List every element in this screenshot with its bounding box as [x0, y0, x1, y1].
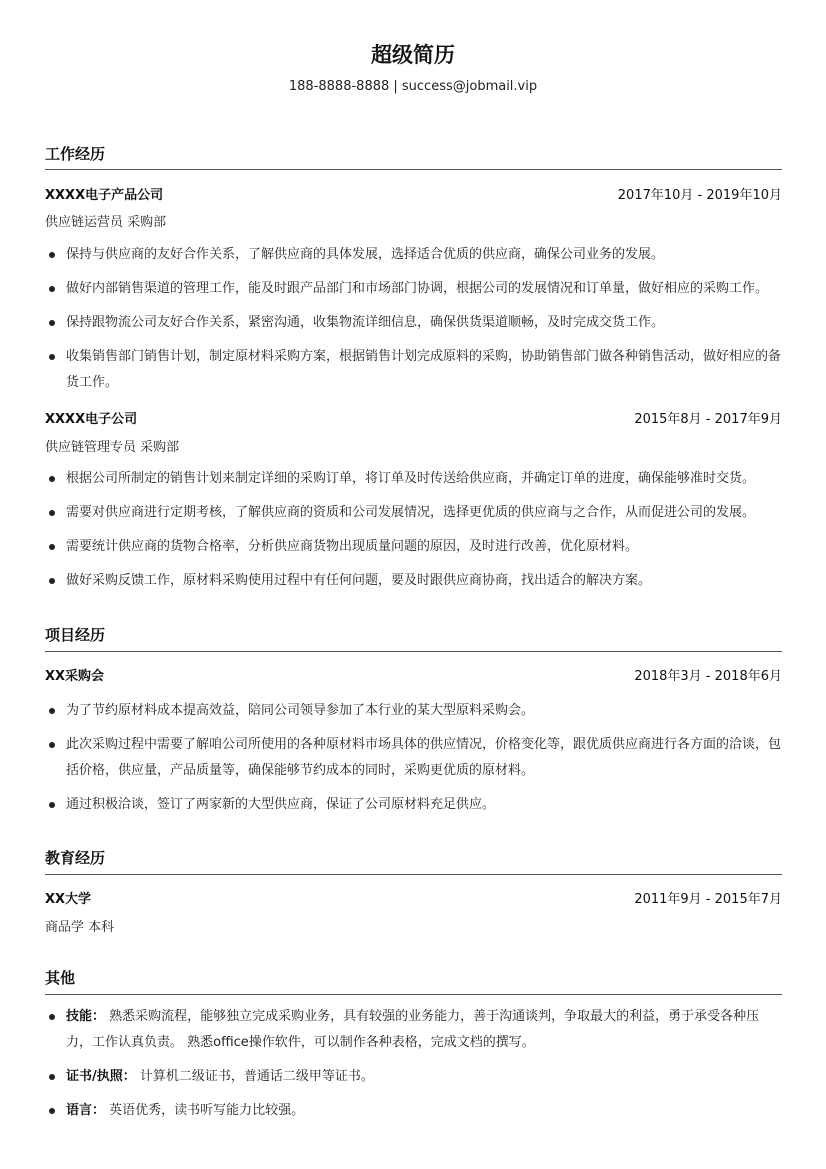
section-divider: [45, 169, 782, 170]
work-company: XXXX电子公司: [45, 412, 138, 427]
bullet-dot-icon: [49, 742, 55, 748]
section-divider: [45, 874, 782, 875]
education-date: 2011年9月 - 2015年7月: [634, 892, 782, 907]
work-date: 2015年8月 - 2017年9月: [634, 412, 782, 427]
list-item-text: 需要对供应商进行定期考核，了解供应商的资质和公司发展情况，选择更优质的供应商与之合作，从而促进公司的发展。: [66, 505, 756, 520]
list-item-text: 保持与供应商的友好合作关系，了解供应商的具体发展，选择适合优质的供应商，确保公司业务的发展。: [66, 247, 665, 262]
list-item-text: 根据公司所制定的销售计划来制定详细的采购订单，将订单及时传送给供应商，并确定订单的进度，确保能够准时交货。: [66, 471, 756, 486]
item-label: 技能：: [66, 1009, 106, 1024]
contact-info: 188-8888-8888 | success@jobmail.vip: [288, 79, 538, 94]
bullet-dot-icon: [49, 708, 55, 714]
bullet-dot-icon: [49, 476, 55, 482]
list-item-text: 保持跟物流公司友好合作关系，紧密沟通，收集物流详细信息，确保供货渠道顺畅，及时完成交货工作。: [66, 315, 665, 330]
bullet-dot-icon: [49, 578, 55, 584]
list-item: [45, 1004, 782, 1056]
education-school: XX大学: [45, 892, 92, 907]
list-item-text: 做好采购反馈工作，原材料采购使用过程中有任何问题，要及时跟供应商协商，找出适合的解决方案。: [66, 573, 652, 588]
list-item: [45, 698, 782, 724]
bullet-dot-icon: [49, 802, 55, 808]
list-item: [45, 466, 782, 492]
list-item-text: 做好内部销售渠道的管理工作，能及时跟产品部门和市场部门协调，根据公司的发展情况和订单量，做好相应的采购工作。: [66, 281, 769, 296]
list-item-text: 为了节约原材料成本提高效益，陪同公司领导参加了本行业的某大型原料采购会。: [66, 703, 535, 718]
item-label: 语言：: [66, 1103, 106, 1118]
list-item: [45, 310, 782, 336]
education-degree: 商品学 本科: [45, 920, 115, 935]
item-text: 英语优秀，读书听写能力比较强。: [105, 1103, 305, 1118]
bullet-dot-icon: [49, 544, 55, 550]
bullet-dot-icon: [49, 252, 55, 258]
other-items: [45, 1004, 782, 1132]
section-title-project: 项目经历: [45, 626, 106, 644]
list-item: [45, 500, 782, 526]
work-company: XXXX电子产品公司: [45, 188, 164, 203]
project-bullets: [45, 698, 782, 826]
bullet-dot-icon: [49, 510, 55, 516]
item-label: 证书/执照：: [66, 1069, 136, 1084]
bullet-dot-icon: [49, 286, 55, 292]
section-title-work: 工作经历: [45, 145, 106, 163]
bullet-dot-icon: [49, 354, 55, 360]
bullet-dot-icon: [49, 1108, 55, 1114]
list-item: [45, 568, 782, 594]
list-item: [45, 732, 782, 784]
item-text: 计算机二级证书，普通话二级甲等证书。: [135, 1069, 374, 1084]
list-item-text: 此次采购过程中需要了解咱公司所使用的各种原材料市场具体的供应情况，价格变化等，跟优质供应商进行各方面的洽谈，包括价格，供应量，产品质量等，确保能够节约成本的同时，采购更优质的原材料。: [66, 737, 782, 778]
work-role: 供应链运营员 采购部: [45, 215, 167, 230]
list-item: [45, 1064, 782, 1090]
list-item: [45, 1098, 782, 1124]
bullet-dot-icon: [49, 1074, 55, 1080]
section-divider: [45, 651, 782, 652]
list-item-text: 通过积极洽谈，签订了两家新的大型供应商，保证了公司原材料充足供应。: [66, 797, 496, 812]
resume-name: 超级简历: [371, 43, 455, 67]
work-date: 2017年10月 - 2019年10月: [617, 188, 782, 203]
list-item: [45, 344, 782, 396]
section-title-education: 教育经历: [45, 849, 106, 867]
project-name: XX采购会: [45, 669, 105, 684]
section-title-other: 其他: [45, 969, 76, 987]
list-item: [45, 276, 782, 302]
work-role: 供应链管理专员 采购部: [45, 440, 180, 455]
bullet-dot-icon: [49, 1014, 55, 1020]
list-item-text: 收集销售部门销售计划，制定原材料采购方案，根据销售计划完成原料的采购，协助销售部门做各种销售活动，做好相应的备货工作。: [66, 349, 782, 390]
list-item-text: 需要统计供应商的货物合格率，分析供应商货物出现质量问题的原因，及时进行改善，优化原材料。: [66, 539, 639, 554]
item-text: 熟悉采购流程，能够独立完成采购业务，具有较强的业务能力，善于沟通谈判，争取最大的利益，勇于承受各种压力，工作认真负责。 熟悉office操作软件，可以制作各种表格，完成文档的撰写。: [66, 1009, 760, 1050]
list-item: [45, 792, 782, 818]
work-bullets: [45, 466, 782, 602]
section-divider: [45, 994, 782, 995]
bullet-dot-icon: [49, 320, 55, 326]
work-bullets: [45, 242, 782, 404]
list-item: [45, 534, 782, 560]
list-item: [45, 242, 782, 268]
project-date: 2018年3月 - 2018年6月: [634, 669, 782, 684]
